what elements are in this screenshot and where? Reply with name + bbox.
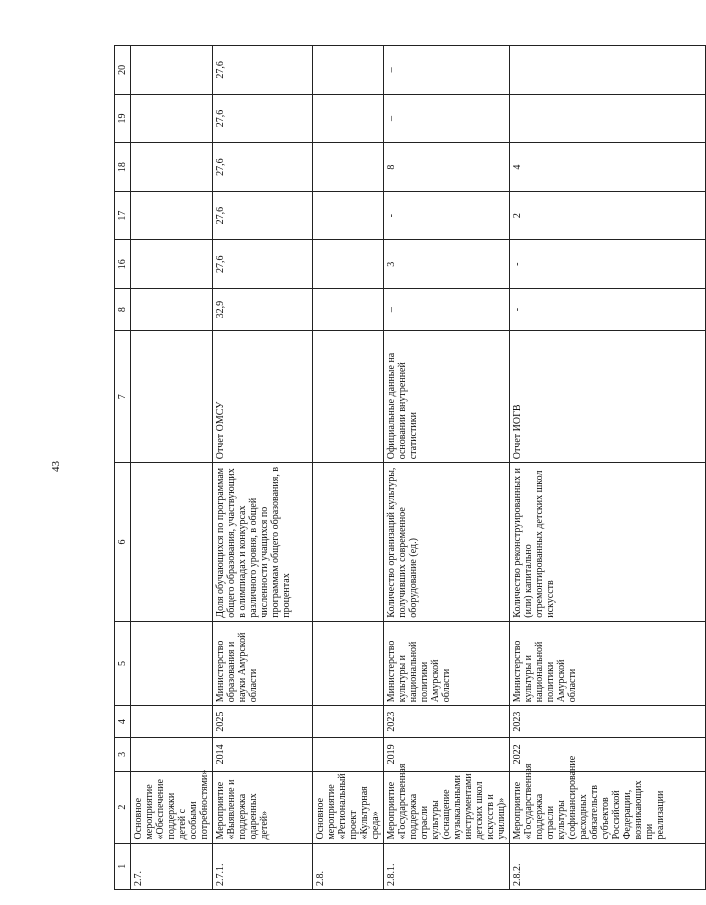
table-cell: - xyxy=(510,240,706,289)
table-cell: Отчет ИОГВ xyxy=(510,331,706,463)
table-cell: 2025 xyxy=(213,706,313,738)
table-cell xyxy=(313,240,384,289)
table-cell: 2.7. xyxy=(131,843,213,889)
header-cell: 18 xyxy=(115,143,131,192)
table-cell xyxy=(131,706,213,738)
table-cell xyxy=(510,46,706,95)
header-cell: 7 xyxy=(115,331,131,463)
table-row xyxy=(213,46,313,890)
table-cell: Доля обучающихся по программам общего образования, участвующих в олимпиадах и конкурсах различного уровня, в общей численности учащихся по программам общего образования, в процентах xyxy=(213,463,313,621)
table-cell xyxy=(313,46,384,95)
table-cell xyxy=(313,289,384,331)
table-cell: 2022 xyxy=(510,737,706,771)
table-cell: Мероприятие «Выявление и поддержка одаренных детей» xyxy=(213,771,313,843)
program-table xyxy=(114,45,706,890)
table-cell xyxy=(131,191,213,240)
table-cell: Официальные данные на основании внутренней статистики xyxy=(384,331,510,463)
table-cell xyxy=(131,94,213,143)
table-cell: 2.7.1. xyxy=(213,843,313,889)
table-row xyxy=(131,46,213,890)
table-cell: 2.8.1. xyxy=(384,843,510,889)
table-cell xyxy=(131,143,213,192)
table-cell: 27,6 xyxy=(213,94,313,143)
header-cell: 19 xyxy=(115,94,131,143)
rotated-page xyxy=(114,45,666,890)
table-cell xyxy=(313,737,384,771)
table-cell: – xyxy=(384,289,510,331)
header-cell: 2 xyxy=(115,771,131,843)
table-cell: Основное мероприятие «Региональный проект «Культурная среда» xyxy=(313,771,384,843)
table-cell: 27,6 xyxy=(213,191,313,240)
table-cell: – xyxy=(384,94,510,143)
table-cell: Количество реконструированных и (или) капитально отремонтированных детских школ искусств xyxy=(510,463,706,621)
table-cell: 8 xyxy=(384,143,510,192)
table-cell xyxy=(313,706,384,738)
table-row xyxy=(384,46,510,890)
table-cell: 2023 xyxy=(510,706,706,738)
table-cell: – xyxy=(384,46,510,95)
table-cell: Министерство образования и науки Амурской области xyxy=(213,621,313,706)
table-cell: 27,6 xyxy=(213,143,313,192)
table-cell: Мероприятие «Государственная поддержка отрасли культуры (софинансирование расходных обязательств субъектов Российской Федерации, возникающих при реализации xyxy=(510,771,706,843)
header-cell: 4 xyxy=(115,706,131,738)
table-cell xyxy=(313,94,384,143)
table-cell: 2019 xyxy=(384,737,510,771)
table-cell: 27,6 xyxy=(213,240,313,289)
table-cell: - xyxy=(510,289,706,331)
table-cell xyxy=(131,240,213,289)
table-cell xyxy=(131,46,213,95)
table-cell: Количество организаций культуры, получивших современное оборудование (ед.) xyxy=(384,463,510,621)
header-cell: 3 xyxy=(115,737,131,771)
page-number: 43 xyxy=(50,461,62,472)
header-cell: 20 xyxy=(115,46,131,95)
table-cell: Министерство культуры и национальной политики Амурской области xyxy=(384,621,510,706)
header-cell: 8 xyxy=(115,289,131,331)
table-cell: 4 xyxy=(510,143,706,192)
table-cell: Министерство культуры и национальной политики Амурской области xyxy=(510,621,706,706)
table-cell: - xyxy=(384,191,510,240)
table-cell: 2014 xyxy=(213,737,313,771)
table-cell: Основное мероприятие «Обеспечение поддержки детей с особыми потребностями» xyxy=(131,771,213,843)
table-row xyxy=(313,46,384,890)
table-cell xyxy=(131,621,213,706)
header-cell: 6 xyxy=(115,463,131,621)
table-cell: 27,6 xyxy=(213,46,313,95)
table-cell: 3 xyxy=(384,240,510,289)
table-cell xyxy=(313,621,384,706)
table-cell xyxy=(131,463,213,621)
table-cell: 32,9 xyxy=(213,289,313,331)
table-cell xyxy=(313,463,384,621)
table-cell xyxy=(131,331,213,463)
table-cell xyxy=(313,191,384,240)
table-cell: Отчет ОМСУ xyxy=(213,331,313,463)
table-cell: 2.8. xyxy=(313,843,384,889)
header-cell: 1 xyxy=(115,843,131,889)
table-cell: Мероприятие «Государственная поддержка отрасли культуры (оснащение музыкальными инструментами детских школ искусств и училищ)» xyxy=(384,771,510,843)
table-row xyxy=(510,46,706,890)
table-cell: 2.8.2. xyxy=(510,843,706,889)
table-cell: 2 xyxy=(510,191,706,240)
header-cell: 17 xyxy=(115,191,131,240)
table-cell xyxy=(313,143,384,192)
header-cell: 5 xyxy=(115,621,131,706)
header-row xyxy=(115,46,131,890)
table-cell xyxy=(131,737,213,771)
header-cell: 16 xyxy=(115,240,131,289)
table-cell xyxy=(313,331,384,463)
table-cell xyxy=(510,94,706,143)
table-cell: 2023 xyxy=(384,706,510,738)
table-cell xyxy=(131,289,213,331)
